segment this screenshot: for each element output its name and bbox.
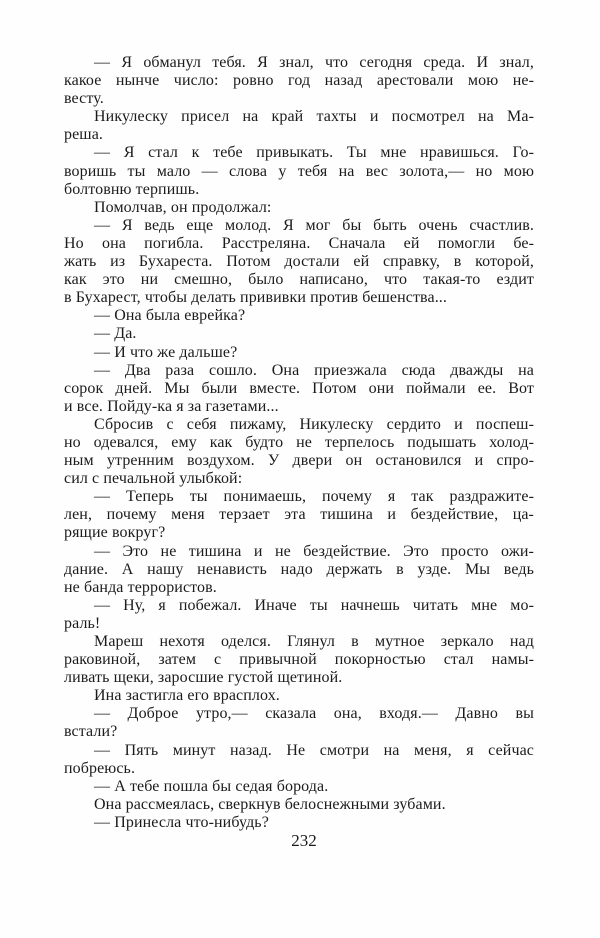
text-line: и все. Пойду-ка я за газетами... xyxy=(64,397,279,415)
text-line: болтовню терпишь. xyxy=(64,180,200,198)
text-line: — Ну, я побежал. Иначе ты начнешь читать мне мо- xyxy=(94,596,534,614)
text-line: раль! xyxy=(64,614,101,632)
text-line: — Я стал к тебе привыкать. Ты мне нравишься. Го- xyxy=(94,144,534,162)
text-line: не банда террористов. xyxy=(64,578,217,596)
paragraph xyxy=(64,633,534,687)
paragraph xyxy=(64,687,534,705)
paragraph xyxy=(64,597,534,633)
text-line: какое нынче число: ровно год назад арестовали мою не- xyxy=(64,72,534,90)
text-line: — А тебе пошла бы седая борода. xyxy=(94,777,329,795)
paragraph xyxy=(64,416,534,488)
text-line: Она рассмеялась, сверкнув белоснежными зубами. xyxy=(94,795,446,813)
paragraph xyxy=(64,488,534,542)
paragraph xyxy=(64,325,534,343)
text-line: ным утренним воздухом. У двери он остановился и спро- xyxy=(64,452,534,470)
text-line: — Это не тишина и не бездействие. Это просто ожи- xyxy=(94,542,534,560)
text-line: дание. А нашу ненависть надо держать в узде. Мы ведь xyxy=(64,560,534,578)
paragraph xyxy=(64,307,534,325)
text-line: Никулеску присел на край тахты и посмотрел на Ма- xyxy=(94,108,534,126)
paragraph xyxy=(64,796,534,814)
paragraph xyxy=(64,217,534,307)
text-line: жать из Бухареста. Потом достали ей справку, в которой, xyxy=(64,253,534,271)
text-line: — Два раза сошло. Она приезжала сюда дважды на xyxy=(94,361,534,379)
paragraph xyxy=(64,814,534,832)
text-line: побреюсь. xyxy=(64,759,136,777)
text-line: рящие вокруг? xyxy=(64,524,166,542)
paragraph xyxy=(64,362,534,416)
text-line: сил с печальной улыбкой: xyxy=(64,470,243,488)
text-line: Мареш нехотя оделся. Глянул в мутное зеркало над xyxy=(94,633,534,650)
paragraph xyxy=(64,199,534,217)
text-line: в Бухарест, чтобы делать прививки против бешенства... xyxy=(64,289,447,307)
text-line: — Принесла что-нибудь? xyxy=(94,813,269,831)
paragraph xyxy=(64,144,534,198)
text-line: — Я обманул тебя. Я знал, что сегодня среда. И знал, xyxy=(94,54,534,71)
text-line: но одевался, ему как будто не терпелось подышать холод- xyxy=(64,433,534,451)
paragraph xyxy=(64,108,534,144)
paragraph xyxy=(64,742,534,778)
text-line: ливать щеки, заросшие густой щетиной. xyxy=(64,669,343,687)
text-line: лен, почему меня терзает эта тишина и бездействие, ца- xyxy=(64,506,534,524)
text-line: — Пять минут назад. Не смотри на меня, я сейчас xyxy=(94,741,534,759)
paragraph xyxy=(64,54,534,108)
text-line: — Я ведь еще молод. Я мог бы быть очень счастлив. xyxy=(94,216,534,234)
text-line: Но она погибла. Расстреляна. Сначала ей помогли бе- xyxy=(64,234,534,252)
text-line: Помолчав, он продолжал: xyxy=(94,198,272,216)
page-number: 232 xyxy=(291,831,317,850)
text-line: Сбросив с себя пижаму, Никулеску сердито и поспеш- xyxy=(94,415,534,433)
text-line: — Теперь ты понимаешь, почему я так раздражите- xyxy=(94,488,534,506)
text-line: — И что же дальше? xyxy=(94,343,238,361)
paragraph xyxy=(64,344,534,362)
text-line: как это ни смешно, было написано, что такая-то ездит xyxy=(64,271,534,289)
text-line: весту. xyxy=(64,90,104,108)
text-line: воришь ты мало — слова у тебя на вес золота,— но мою xyxy=(64,162,534,180)
text-line: Ина застигла его врасплох. xyxy=(94,687,280,705)
text-line: — Да. xyxy=(94,325,137,343)
text-line: сорок дней. Мы были вместе. Потом они поймали ее. Вот xyxy=(64,379,534,397)
paragraph xyxy=(64,543,534,597)
paragraph xyxy=(64,778,534,796)
text-line: — Доброе утро,— сказала она, входя.— Давно вы xyxy=(94,705,534,723)
text-line: — Она была еврейка? xyxy=(94,307,246,325)
page-text-block xyxy=(64,54,534,832)
text-line: встали? xyxy=(64,723,118,741)
text-line: раковиной, затем с привычной покорностью стал намы- xyxy=(64,651,534,669)
text-line: реша. xyxy=(64,126,104,144)
paragraph xyxy=(64,705,534,741)
